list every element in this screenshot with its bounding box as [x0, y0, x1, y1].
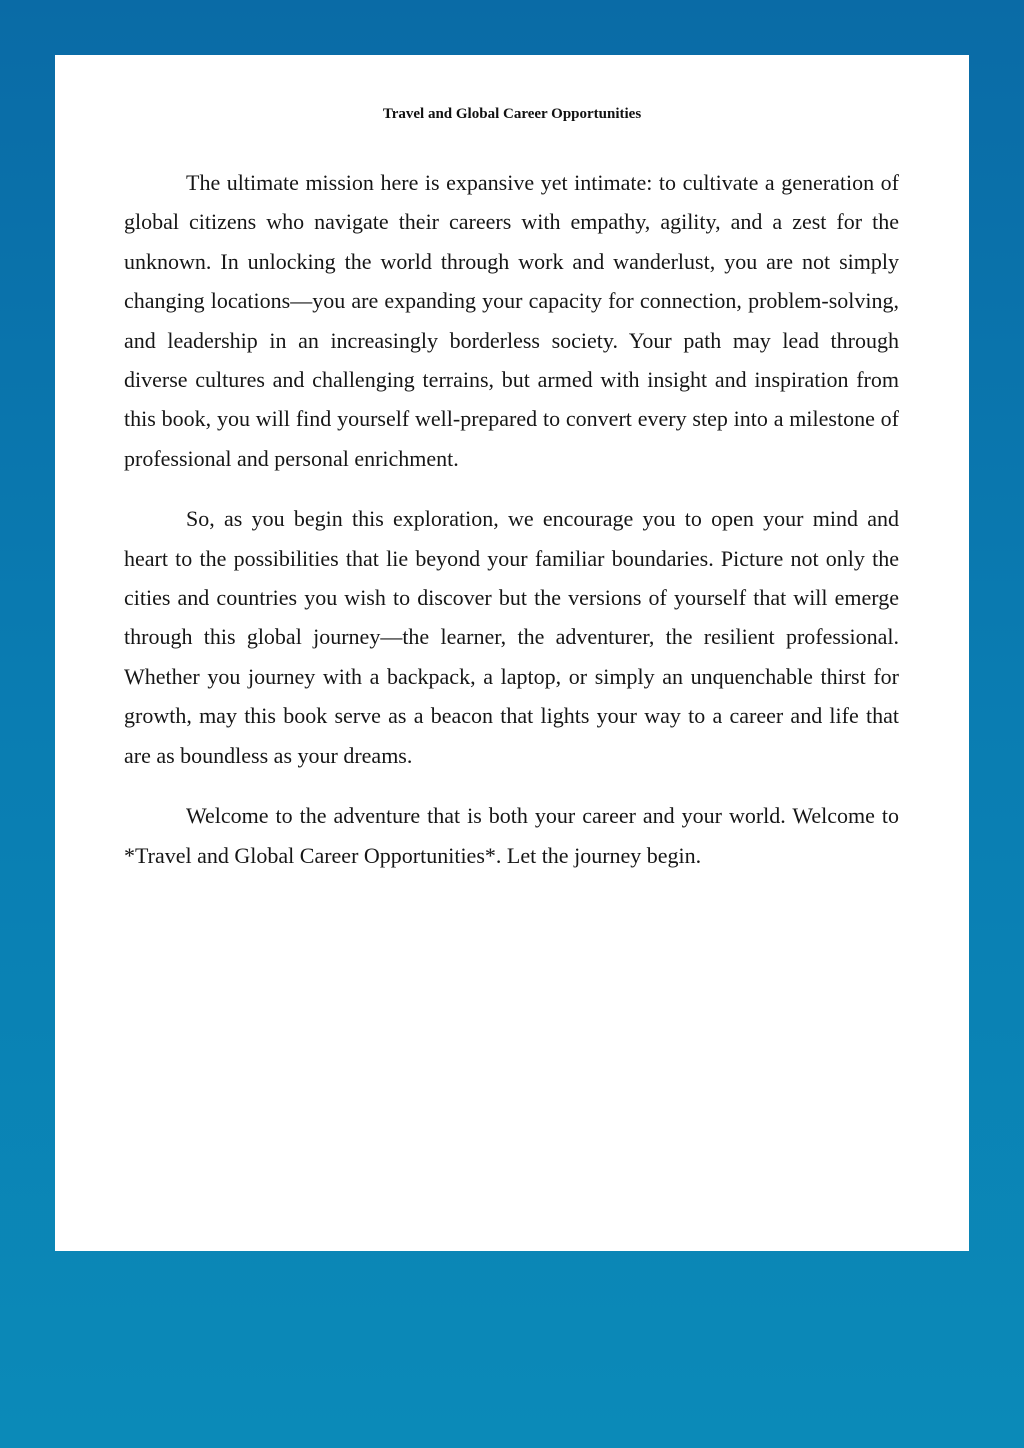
running-title: Travel and Global Career Opportunities	[382, 106, 642, 122]
paragraph-3: Welcome to the adventure that is both your career and your world. Welcome to *Travel and Global Career Opportunities*. Let the journey begin.	[124, 803, 899, 868]
body-text	[124, 163, 899, 896]
paragraph-2: So, as you begin this exploration, we encourage you to open your mind and heart to the possibilities that lie beyond your familiar boundaries. Picture not only the cities and countries you wish to discover but the versions of yourself that will emerge through this global journey—the learner, the adventurer, the resilient professional. Whether you journey with a backpack, a laptop, or simply an unquenchable thirst for growth, may this book serve as a beacon that lights your way to a career and life that are as boundless as your dreams.	[124, 506, 899, 768]
paragraph-1: The ultimate mission here is expansive yet intimate: to cultivate a generation of global citizens who navigate their careers with empathy, agility, and a zest for the unknown. In unlocking the world through work and wanderlust, you are not simply changing locations—you are expanding your capacity for connection, problem-solving, and leadership in an increasingly borderless society. Your path may lead through diverse cultures and challenging terrains, but armed with insight and inspiration from this book, you will find yourself well-prepared to convert every step into a milestone of professional and personal enrichment.	[124, 170, 899, 471]
document-page	[55, 55, 969, 1251]
